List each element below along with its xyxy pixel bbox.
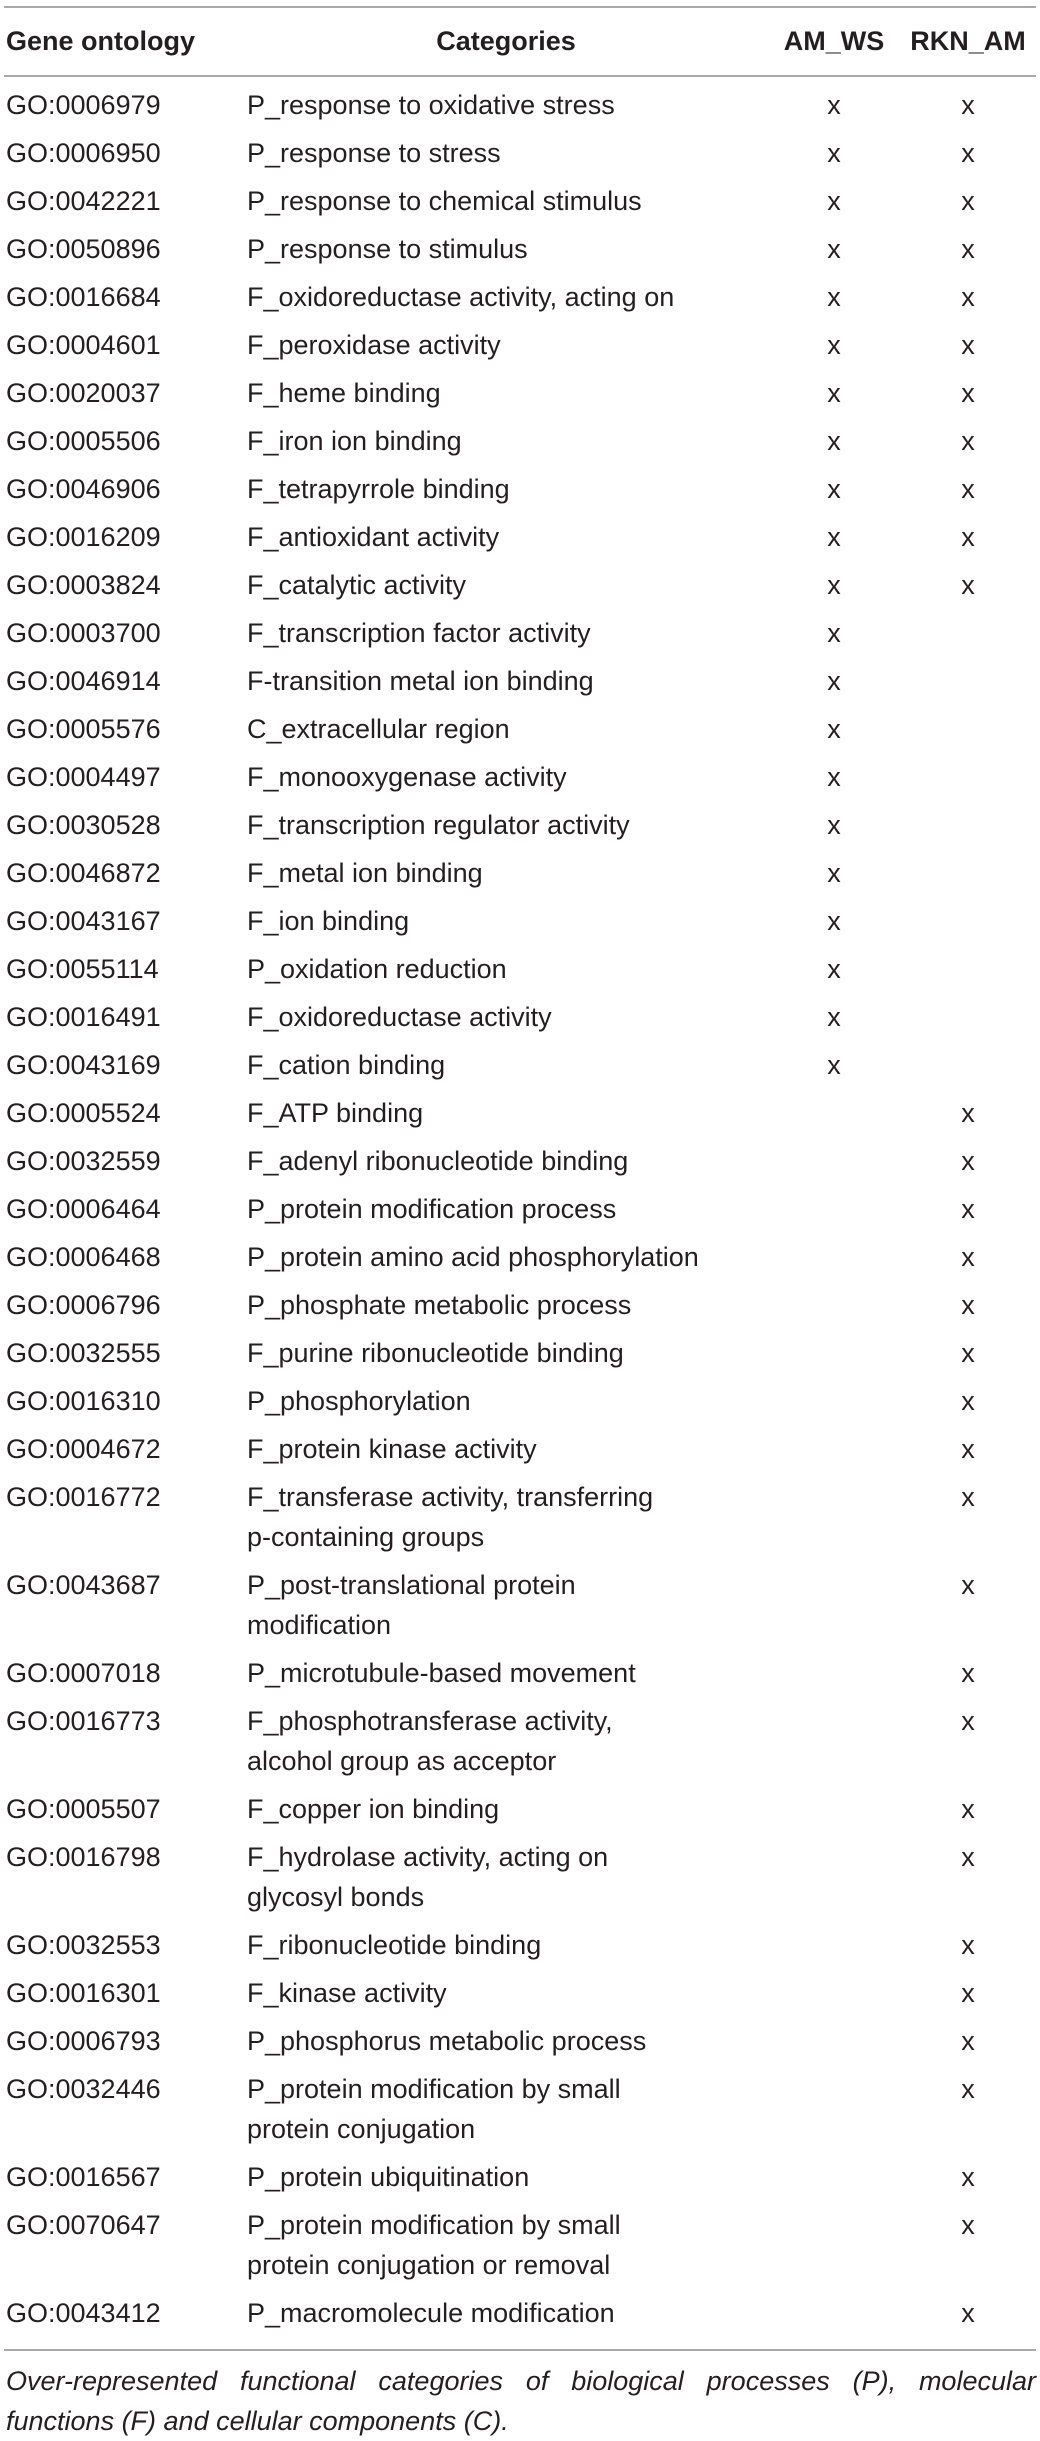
category-cell <box>244 1037 768 1085</box>
category-line: P_response to stimulus <box>247 234 528 264</box>
category-line: F_antioxidant activity <box>247 522 500 552</box>
rkn-am-cell: x <box>961 570 975 600</box>
am-ws-cell <box>768 2285 900 2350</box>
go-id-cell: GO:0005506 <box>6 426 161 456</box>
category-cell <box>244 2285 768 2350</box>
am-ws-cell <box>768 1693 900 1781</box>
category-line: C_extracellular region <box>247 714 510 744</box>
category-line: F_adenyl ribonucleotide binding <box>247 1146 629 1176</box>
am-ws-cell <box>768 2061 900 2149</box>
category-line: F_cation binding <box>247 1050 446 1080</box>
rkn-am-cell: x <box>961 2162 975 2192</box>
go-id-cell: GO:0016684 <box>6 282 161 312</box>
category-cell <box>244 1693 768 1781</box>
category-cell <box>244 1229 768 1277</box>
rkn-am-cell: x <box>961 1978 975 2008</box>
go-id-cell: GO:0005507 <box>6 1794 161 1824</box>
category-cell <box>244 365 768 413</box>
table-row <box>4 2197 1036 2285</box>
table-row <box>4 509 1036 557</box>
go-id-cell: GO:0032555 <box>6 1338 161 1368</box>
category-line-continued: p-containing groups <box>247 1522 485 1552</box>
am-ws-cell: x <box>827 666 841 696</box>
am-ws-cell <box>768 2197 900 2285</box>
category-line: F_kinase activity <box>247 1978 447 2008</box>
rkn-am-cell: x <box>961 1338 975 1368</box>
go-id-cell: GO:0046906 <box>6 474 161 504</box>
category-cell <box>244 221 768 269</box>
category-line: F_purine ribonucleotide binding <box>247 1338 624 1368</box>
am-ws-cell <box>768 1085 900 1133</box>
rkn-am-cell: x <box>961 2210 975 2240</box>
table-header <box>4 7 1036 76</box>
table-row <box>4 1037 1036 1085</box>
table-row <box>4 1325 1036 1373</box>
category-line-continued: protein conjugation <box>247 2114 476 2144</box>
category-line: F_catalytic activity <box>247 570 467 600</box>
go-id-cell: GO:0006796 <box>6 1290 161 1320</box>
go-id-cell: GO:0005524 <box>6 1098 161 1128</box>
go-id-cell: GO:0030528 <box>6 810 161 840</box>
am-ws-cell: x <box>827 186 841 216</box>
am-ws-cell: x <box>827 714 841 744</box>
am-ws-cell <box>768 1781 900 1829</box>
category-cell <box>244 749 768 797</box>
category-line: F-transition metal ion binding <box>247 666 594 696</box>
table-row <box>4 1181 1036 1229</box>
go-id-cell: GO:0007018 <box>6 1658 161 1688</box>
go-id-cell: GO:0043167 <box>6 906 161 936</box>
category-cell <box>244 1181 768 1229</box>
category-line: F_copper ion binding <box>247 1794 500 1824</box>
rkn-am-cell: x <box>961 282 975 312</box>
table-row <box>4 2013 1036 2061</box>
am-ws-cell <box>768 2013 900 2061</box>
go-id-cell: GO:0032446 <box>6 2074 161 2104</box>
go-id-cell: GO:0020037 <box>6 378 161 408</box>
rkn-am-cell: x <box>961 1706 975 1736</box>
go-id-cell: GO:0043687 <box>6 1570 161 1600</box>
am-ws-cell <box>768 2149 900 2197</box>
am-ws-cell <box>768 1181 900 1229</box>
table-row <box>4 1693 1036 1781</box>
rkn-am-cell: x <box>961 1930 975 1960</box>
category-cell <box>244 557 768 605</box>
rkn-am-cell <box>900 845 1036 893</box>
rkn-am-cell: x <box>961 234 975 264</box>
am-ws-cell <box>768 1133 900 1181</box>
rkn-am-cell: x <box>961 186 975 216</box>
category-cell <box>244 76 768 125</box>
table-row <box>4 557 1036 605</box>
category-line: P_protein modification by small <box>247 2210 621 2240</box>
category-cell <box>244 1277 768 1325</box>
category-cell <box>244 1781 768 1829</box>
category-cell <box>244 1373 768 1421</box>
am-ws-cell: x <box>827 1050 841 1080</box>
table-row <box>4 461 1036 509</box>
go-id-cell: GO:0006950 <box>6 138 161 168</box>
go-table <box>4 6 1036 2351</box>
rkn-am-cell <box>900 701 1036 749</box>
go-id-cell: GO:0032553 <box>6 1930 161 1960</box>
category-line: F_phosphotransferase activity, <box>247 1706 613 1736</box>
table-row <box>4 1829 1036 1917</box>
go-id-cell: GO:0070647 <box>6 2210 161 2240</box>
category-cell <box>244 413 768 461</box>
rkn-am-cell: x <box>961 1570 975 1600</box>
am-ws-cell <box>768 1229 900 1277</box>
rkn-am-cell: x <box>961 1194 975 1224</box>
rkn-am-cell <box>900 797 1036 845</box>
rkn-am-cell: x <box>961 1386 975 1416</box>
am-ws-cell <box>768 1469 900 1557</box>
go-id-cell: GO:0016773 <box>6 1706 161 1736</box>
go-id-cell: GO:0016567 <box>6 2162 161 2192</box>
go-id-cell: GO:0004672 <box>6 1434 161 1464</box>
table-row <box>4 1557 1036 1645</box>
go-id-cell: GO:0006793 <box>6 2026 161 2056</box>
category-cell <box>244 1829 768 1917</box>
table-row <box>4 941 1036 989</box>
rkn-am-cell <box>900 941 1036 989</box>
table-row <box>4 317 1036 365</box>
table-row <box>4 221 1036 269</box>
am-ws-cell: x <box>827 906 841 936</box>
table-row <box>4 1229 1036 1277</box>
table-row <box>4 701 1036 749</box>
am-ws-cell <box>768 1325 900 1373</box>
table-row <box>4 749 1036 797</box>
go-id-cell: GO:0055114 <box>6 954 159 984</box>
am-ws-cell <box>768 1965 900 2013</box>
table-row <box>4 269 1036 317</box>
table-row <box>4 1373 1036 1421</box>
table-row <box>4 797 1036 845</box>
category-line: P_microtubule-based movement <box>247 1658 636 1688</box>
rkn-am-cell: x <box>961 330 975 360</box>
go-id-cell: GO:0006979 <box>6 90 161 120</box>
category-line: P_response to stress <box>247 138 501 168</box>
category-line-continued: alcohol group as acceptor <box>247 1746 557 1776</box>
am-ws-cell: x <box>827 522 841 552</box>
category-cell <box>244 317 768 365</box>
category-cell <box>244 269 768 317</box>
header-categories: Categories <box>244 7 768 76</box>
category-line: F_ion binding <box>247 906 410 936</box>
category-line: P_macromolecule modification <box>247 2298 615 2328</box>
category-cell <box>244 941 768 989</box>
category-line: F_metal ion binding <box>247 858 483 888</box>
go-id-cell: GO:0042221 <box>6 186 161 216</box>
rkn-am-cell <box>900 893 1036 941</box>
category-line: F_peroxidase activity <box>247 330 501 360</box>
go-id-cell: GO:0006464 <box>6 1194 161 1224</box>
am-ws-cell <box>768 1421 900 1469</box>
rkn-am-cell <box>900 989 1036 1037</box>
category-line: F_ATP binding <box>247 1098 424 1128</box>
go-id-cell: GO:0050896 <box>6 234 161 264</box>
category-line-continued: protein conjugation or removal <box>247 2250 611 2280</box>
table-row <box>4 76 1036 125</box>
am-ws-cell <box>768 1917 900 1965</box>
category-cell <box>244 1645 768 1693</box>
go-id-cell: GO:0003700 <box>6 618 161 648</box>
rkn-am-cell: x <box>961 2298 975 2328</box>
am-ws-cell <box>768 1829 900 1917</box>
category-cell <box>244 461 768 509</box>
am-ws-cell: x <box>827 234 841 264</box>
rkn-am-cell: x <box>961 138 975 168</box>
am-ws-cell: x <box>827 570 841 600</box>
table-row <box>4 1469 1036 1557</box>
category-cell <box>244 845 768 893</box>
table-body <box>4 76 1036 2350</box>
category-line: F_transferase activity, transferring <box>247 1482 654 1512</box>
table-row <box>4 1085 1036 1133</box>
category-cell <box>244 509 768 557</box>
am-ws-cell: x <box>827 810 841 840</box>
table-row <box>4 1421 1036 1469</box>
category-cell <box>244 1085 768 1133</box>
am-ws-cell: x <box>827 90 841 120</box>
rkn-am-cell: x <box>961 378 975 408</box>
category-cell <box>244 2149 768 2197</box>
rkn-am-cell <box>900 1037 1036 1085</box>
category-cell <box>244 701 768 749</box>
am-ws-cell: x <box>827 378 841 408</box>
table-row <box>4 1965 1036 2013</box>
rkn-am-cell <box>900 605 1036 653</box>
am-ws-cell: x <box>827 282 841 312</box>
category-line: P_phosphorus metabolic process <box>247 2026 647 2056</box>
table-footnote: Over-represented functional categories of biological processes (P), molecular functions (F) and cellular components (C). <box>6 2366 1036 2436</box>
am-ws-cell: x <box>827 330 841 360</box>
category-cell <box>244 1965 768 2013</box>
am-ws-cell: x <box>827 426 841 456</box>
rkn-am-cell: x <box>961 1482 975 1512</box>
go-id-cell: GO:0016798 <box>6 1842 161 1872</box>
am-ws-cell <box>768 1645 900 1693</box>
rkn-am-cell <box>900 749 1036 797</box>
am-ws-cell: x <box>827 858 841 888</box>
category-cell <box>244 1917 768 1965</box>
category-cell <box>244 893 768 941</box>
category-line: F_transcription factor activity <box>247 618 591 648</box>
category-line: P_post-translational protein <box>247 1570 576 1600</box>
go-id-cell: GO:0016301 <box>6 1978 161 2008</box>
go-id-cell: GO:0043412 <box>6 2298 161 2328</box>
table-row <box>4 2061 1036 2149</box>
rkn-am-cell: x <box>961 1794 975 1824</box>
rkn-am-cell: x <box>961 1434 975 1464</box>
rkn-am-cell: x <box>961 1842 975 1872</box>
category-cell <box>244 605 768 653</box>
rkn-am-cell: x <box>961 1242 975 1272</box>
table-row <box>4 893 1036 941</box>
am-ws-cell: x <box>827 762 841 792</box>
table-row <box>4 173 1036 221</box>
go-id-cell: GO:0004601 <box>6 330 161 360</box>
rkn-am-cell: x <box>961 90 975 120</box>
am-ws-cell: x <box>827 138 841 168</box>
category-line: F_iron ion binding <box>247 426 462 456</box>
category-cell <box>244 797 768 845</box>
table-row <box>4 605 1036 653</box>
header-row <box>4 7 1036 76</box>
category-cell <box>244 1557 768 1645</box>
category-cell <box>244 1325 768 1373</box>
table-row <box>4 1133 1036 1181</box>
go-id-cell: GO:0004497 <box>6 762 161 792</box>
rkn-am-cell: x <box>961 474 975 504</box>
rkn-am-cell <box>900 653 1036 701</box>
category-line: F_heme binding <box>247 378 441 408</box>
category-line: F_protein kinase activity <box>247 1434 537 1464</box>
table-row <box>4 845 1036 893</box>
rkn-am-cell: x <box>961 2026 975 2056</box>
rkn-am-cell: x <box>961 522 975 552</box>
category-line: F_oxidoreductase activity <box>247 1002 552 1032</box>
table-row <box>4 2285 1036 2350</box>
category-cell <box>244 1133 768 1181</box>
go-id-cell: GO:0016491 <box>6 1002 161 1032</box>
category-line-continued: modification <box>247 1610 392 1640</box>
go-id-cell: GO:0043169 <box>6 1050 161 1080</box>
table-row <box>4 1645 1036 1693</box>
go-id-cell: GO:0046872 <box>6 858 161 888</box>
category-cell <box>244 653 768 701</box>
go-id-cell: GO:0016310 <box>6 1386 161 1416</box>
table-row <box>4 2149 1036 2197</box>
rkn-am-cell: x <box>961 1146 975 1176</box>
category-line: F_ribonucleotide binding <box>247 1930 542 1960</box>
category-line: P_protein ubiquitination <box>247 2162 530 2192</box>
go-id-cell: GO:0016772 <box>6 1482 161 1512</box>
category-line: P_phosphorylation <box>247 1386 471 1416</box>
table-row <box>4 1781 1036 1829</box>
category-line: P_protein modification process <box>247 1194 617 1224</box>
am-ws-cell <box>768 1277 900 1325</box>
table-row <box>4 125 1036 173</box>
category-cell <box>244 1421 768 1469</box>
category-line: F_monooxygenase activity <box>247 762 567 792</box>
category-cell <box>244 173 768 221</box>
category-cell <box>244 2013 768 2061</box>
table-row <box>4 989 1036 1037</box>
category-line: P_protein modification by small <box>247 2074 621 2104</box>
category-cell <box>244 1469 768 1557</box>
category-line: P_response to oxidative stress <box>247 90 615 120</box>
table-row <box>4 653 1036 701</box>
table-row <box>4 1917 1036 1965</box>
category-cell <box>244 2197 768 2285</box>
am-ws-cell: x <box>827 474 841 504</box>
header-am-ws: AM_WS <box>768 7 900 76</box>
go-id-cell: GO:0006468 <box>6 1242 161 1272</box>
header-rkn-am: RKN_AM <box>900 7 1036 76</box>
category-cell <box>244 2061 768 2149</box>
category-line-continued: glycosyl bonds <box>247 1882 425 1912</box>
category-line: P_protein amino acid phosphorylation <box>247 1242 699 1272</box>
table-row <box>4 1277 1036 1325</box>
am-ws-cell: x <box>827 1002 841 1032</box>
category-line: F_oxidoreductase activity, acting on <box>247 282 675 312</box>
go-id-cell: GO:0003824 <box>6 570 161 600</box>
category-line: F_hydrolase activity, acting on <box>247 1842 609 1872</box>
category-line: F_transcription regulator activity <box>247 810 630 840</box>
am-ws-cell <box>768 1373 900 1421</box>
rkn-am-cell: x <box>961 1098 975 1128</box>
category-line: P_oxidation reduction <box>247 954 507 984</box>
go-id-cell: GO:0005576 <box>6 714 161 744</box>
rkn-am-cell: x <box>961 1658 975 1688</box>
rkn-am-cell: x <box>961 2074 975 2104</box>
go-id-cell: GO:0016209 <box>6 522 161 552</box>
category-cell <box>244 989 768 1037</box>
rkn-am-cell: x <box>961 426 975 456</box>
am-ws-cell: x <box>827 618 841 648</box>
category-line: F_tetrapyrrole binding <box>247 474 510 504</box>
rkn-am-cell: x <box>961 1290 975 1320</box>
category-line: P_phosphate metabolic process <box>247 1290 632 1320</box>
table-row <box>4 365 1036 413</box>
category-line: P_response to chemical stimulus <box>247 186 642 216</box>
go-id-cell: GO:0046914 <box>6 666 161 696</box>
am-ws-cell: x <box>827 954 841 984</box>
am-ws-cell <box>768 1557 900 1645</box>
table-row <box>4 413 1036 461</box>
header-gene-ontology: Gene ontology <box>4 7 244 76</box>
category-cell <box>244 125 768 173</box>
go-id-cell: GO:0032559 <box>6 1146 161 1176</box>
